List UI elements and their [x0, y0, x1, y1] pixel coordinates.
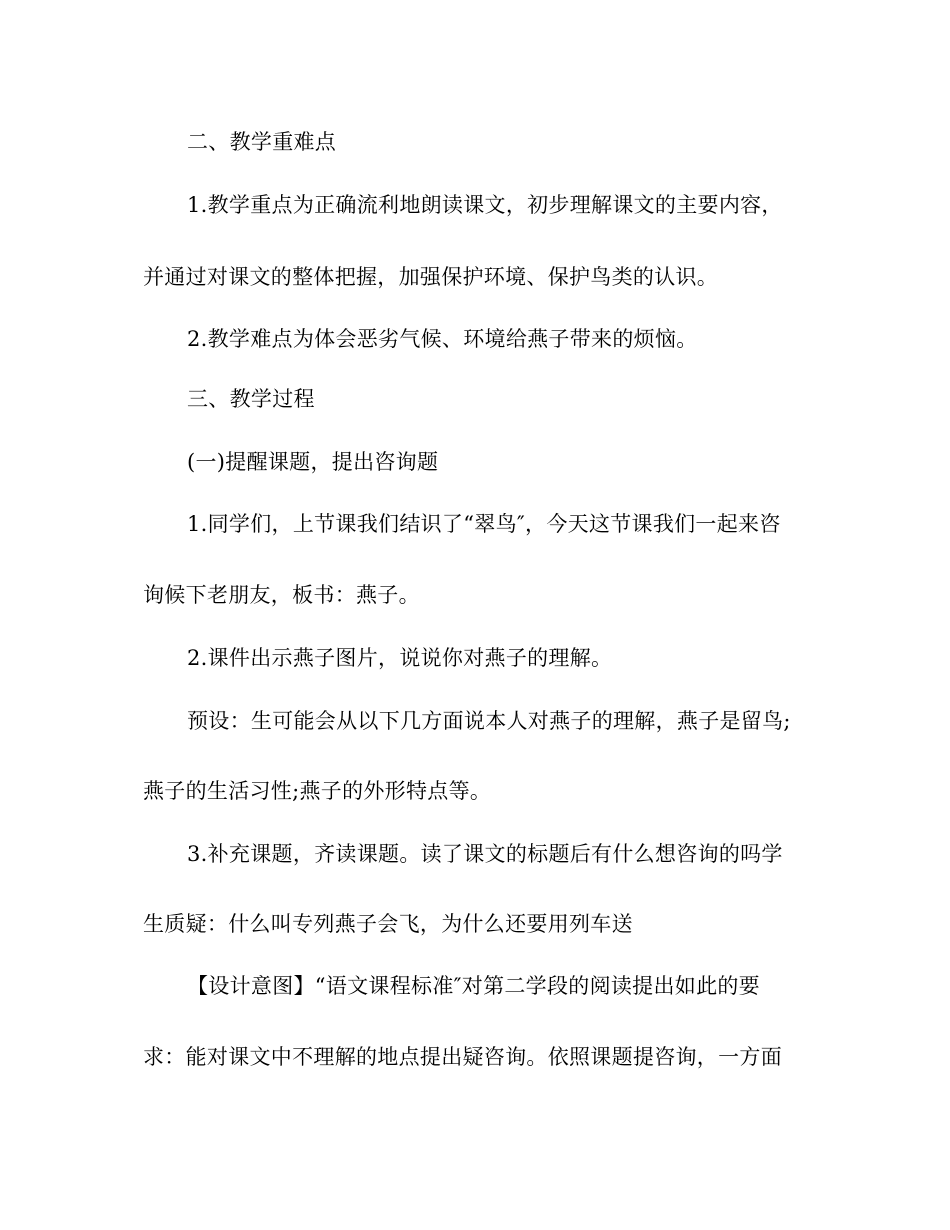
- paragraph-line: 2.教学难点为体会恶劣气候、环境给燕子带来的烦恼。: [187, 327, 698, 351]
- paragraph-line: 燕子的生活习性;燕子的外形特点等。: [143, 779, 492, 803]
- section-heading-process: 三、教学过程: [187, 387, 315, 411]
- paragraph-line: 询候下老朋友，板书：燕子。: [143, 583, 420, 607]
- section-heading-difficulties: 二、教学重难点: [187, 130, 337, 154]
- paragraph-line: 预设：生可能会从以下几方面说本人对燕子的理解，燕子是留鸟;: [187, 709, 791, 733]
- subsection-heading: (一)提醒课题，提出咨询题: [187, 450, 439, 474]
- paragraph-line: 1.同学们，上节课我们结识了“翠鸟″，今天这节课我们一起来咨: [187, 512, 781, 536]
- paragraph-line: 1.教学重点为正确流利地朗读课文，初步理解课文的主要内容，: [187, 193, 783, 217]
- paragraph-line: 并通过对课文的整体把握，加强保护环境、保护鸟类的认识。: [143, 265, 719, 289]
- design-intent-line: 【设计意图】“语文课程标准″对第二学段的阅读提出如此的要: [187, 974, 760, 998]
- paragraph-line: 2.课件出示燕子图片，说说你对燕子的理解。: [187, 646, 613, 670]
- paragraph-line: 求：能对课文中不理解的地点提出疑咨询。依照课题提咨询，一方面: [143, 1045, 782, 1069]
- paragraph-line: 生质疑：什么叫专列燕子会飞，为什么还要用列车送: [143, 912, 633, 936]
- paragraph-line: 3.补充课题，齐读课题。读了课文的标题后有什么想咨询的吗学: [187, 842, 783, 866]
